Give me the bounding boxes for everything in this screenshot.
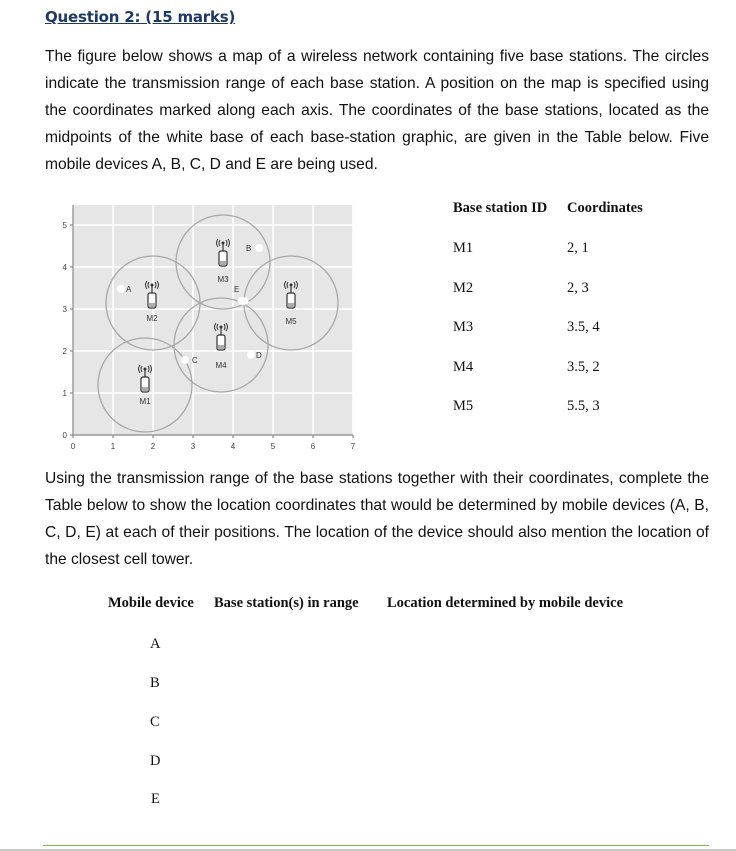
svg-text:2: 2	[150, 442, 156, 451]
svg-text:D: D	[256, 351, 262, 360]
svg-text:A: A	[126, 285, 132, 294]
station-id: M2	[453, 280, 474, 296]
header-base-stations-in-range: Base station(s) in range	[214, 595, 359, 611]
station-id: M5	[453, 398, 474, 414]
svg-text:M4: M4	[215, 361, 227, 370]
x-tick-labels	[71, 442, 356, 451]
header-coordinates: Coordinates	[567, 200, 643, 216]
device-row-a: A	[150, 636, 161, 652]
device-row-e: E	[151, 791, 160, 807]
svg-text:6: 6	[310, 442, 316, 451]
svg-text:M1: M1	[139, 397, 151, 406]
station-id: M3	[453, 319, 474, 335]
station-coords: 2, 3	[567, 280, 589, 296]
plot-area	[73, 205, 353, 435]
device-row-b: B	[150, 675, 160, 691]
question-instruction: Using the transmission range of the base stations together with their coordinates, complete the Table below to show the location coordinates that would be determined by mobile devices (A, B, C, D, E) at each of their positions. The location of the device should also mention the location of the closest cell tower.	[45, 470, 709, 568]
y-tick-labels	[63, 221, 68, 440]
svg-text:C: C	[192, 356, 198, 365]
station-id: M1	[453, 240, 474, 256]
svg-text:0: 0	[70, 442, 76, 451]
station-coords: 3.5, 2	[567, 359, 600, 375]
svg-text:7: 7	[350, 442, 356, 451]
svg-text:0: 0	[62, 431, 67, 440]
svg-text:4: 4	[230, 442, 236, 451]
svg-text:2: 2	[62, 347, 67, 356]
svg-text:M5: M5	[285, 317, 297, 326]
svg-text:M2: M2	[146, 314, 158, 323]
header-location-determined: Location determined by mobile device	[387, 595, 624, 611]
svg-text:1: 1	[110, 442, 116, 451]
svg-text:1: 1	[62, 389, 67, 398]
network-map-figure	[52, 200, 362, 460]
station-coords: 3.5, 4	[567, 319, 600, 335]
svg-text:E: E	[234, 285, 240, 294]
svg-text:4: 4	[62, 263, 67, 272]
header-mobile-device: Mobile device	[108, 595, 194, 611]
station-coords: 5.5, 3	[567, 398, 600, 414]
svg-text:3: 3	[62, 305, 67, 314]
station-id: M4	[453, 359, 474, 375]
svg-text:5: 5	[270, 442, 276, 451]
device-row-c: C	[150, 714, 160, 730]
svg-text:5: 5	[62, 221, 67, 230]
header-base-station-id: Base station ID	[453, 200, 548, 216]
svg-text:B: B	[246, 244, 252, 253]
station-coords: 2, 1	[567, 240, 589, 256]
svg-text:3: 3	[190, 442, 196, 451]
question-intro: The figure below shows a map of a wireless network containing five base stations. The circles indicate the transmission range of each base station. A position on the map is specified using the coordinates marked along each axis. The coordinates of the base stations, located as the midpoints of the white base of each base-station graphic, are given in the Table below. Five mobile devices A, B, C, D and E are being used.	[45, 48, 709, 173]
footer-rule	[43, 845, 709, 846]
device-row-d: D	[150, 753, 161, 769]
svg-text:M3: M3	[217, 275, 229, 284]
question-title: Question 2: (15 marks)	[45, 8, 236, 26]
